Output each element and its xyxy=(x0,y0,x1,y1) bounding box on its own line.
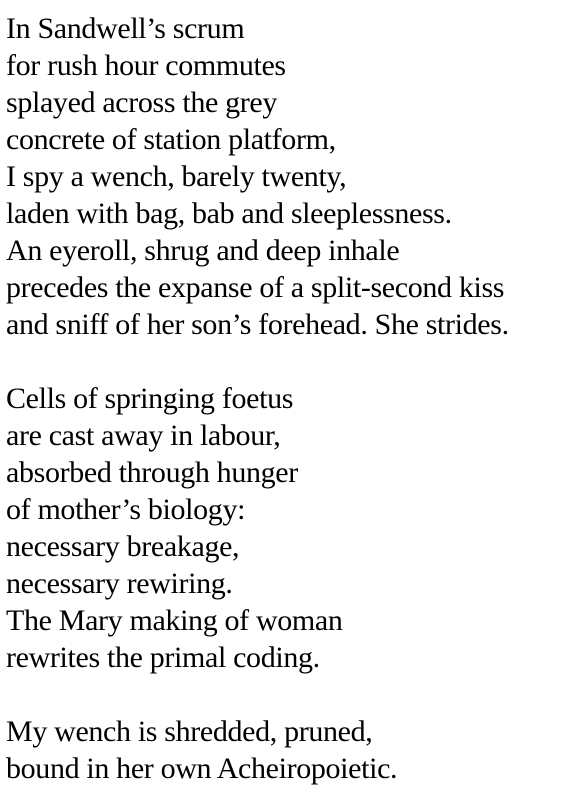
poem-line: for rush hour commutes xyxy=(6,49,286,82)
poem-line: necessary rewiring. xyxy=(6,567,233,600)
poem-line: bound in her own Acheiropoietic. xyxy=(6,752,398,785)
stanza-break xyxy=(6,676,582,713)
stanza-1 xyxy=(6,10,582,343)
poem-line: The Mary making of woman xyxy=(6,604,343,637)
poem-line: laden with bag, bab and sleeplessness. xyxy=(6,197,452,230)
poem xyxy=(6,10,582,787)
poem-line: and sniff of her son’s forehead. She strides. xyxy=(6,308,509,341)
poem-line: In Sandwell’s scrum xyxy=(6,12,245,45)
poem-line: concrete of station platform, xyxy=(6,123,336,156)
poem-line: My wench is shredded, pruned, xyxy=(6,715,373,748)
poem-line: Cells of springing foetus xyxy=(6,382,294,415)
poem-line: are cast away in labour, xyxy=(6,419,281,452)
poem-line: precedes the expanse of a split-second kiss xyxy=(6,271,505,304)
stanza-3 xyxy=(6,713,582,787)
poem-line: absorbed through hunger xyxy=(6,456,298,489)
poem-line: An eyeroll, shrug and deep inhale xyxy=(6,234,400,267)
poem-line: splayed across the grey xyxy=(6,86,278,119)
stanza-2 xyxy=(6,380,582,676)
poem-line: necessary breakage, xyxy=(6,530,240,563)
stanza-break xyxy=(6,343,582,380)
poem-line: rewrites the primal coding. xyxy=(6,641,320,674)
poem-line: I spy a wench, barely twenty, xyxy=(6,160,347,193)
poem-line: of mother’s biology: xyxy=(6,493,246,526)
